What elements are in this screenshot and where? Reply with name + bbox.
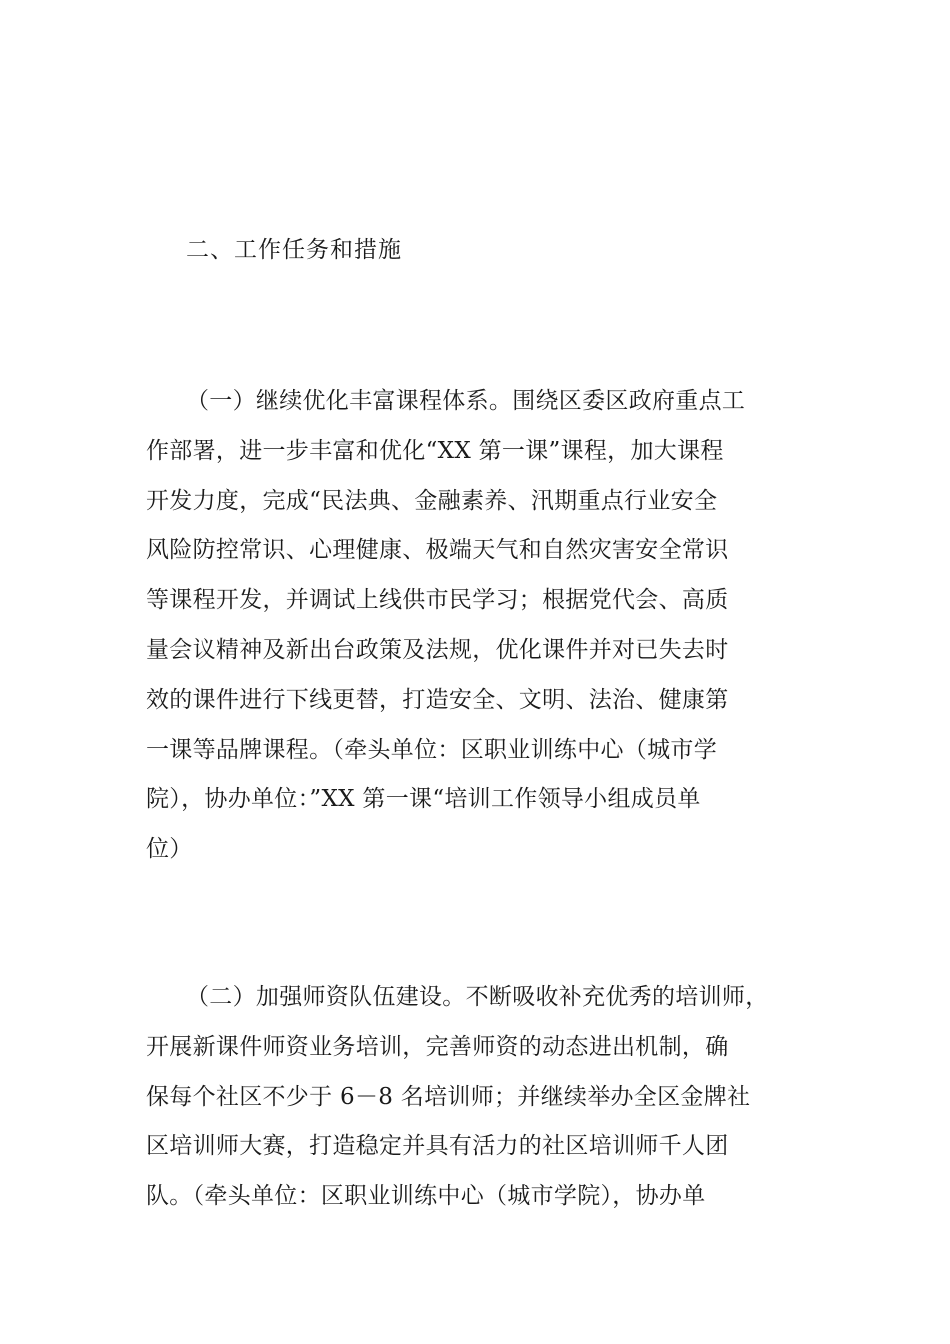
paragraph-line: （一）继续优化丰富课程体系。围绕区委区政府重点工 xyxy=(186,388,746,414)
paragraph-line: 等课程开发，并调试上线供市民学习；根据党代会、高质 xyxy=(146,587,729,614)
paragraph-line: 队。（牵头单位：区职业训练中心（城市学院），协办单 xyxy=(146,1183,706,1210)
paragraph-line: （二）加强师资队伍建设。不断吸收补充优秀的培训师， xyxy=(186,984,769,1010)
paragraph-line: 一课等品牌课程。（牵头单位：区职业训练中心（城市学 xyxy=(146,736,717,763)
paragraph-item-2 xyxy=(146,973,816,1222)
paragraph-line: 开发力度，完成“民法典、金融素养、汛期重点行业安全 xyxy=(146,487,718,514)
paragraph-line: 作部署，进一步丰富和优化“XX 第一课”课程，加大课程 xyxy=(146,437,724,464)
paragraph-line: 保每个社区不少于 6－8 名培训师；并继续举办全区金牌社 xyxy=(146,1083,751,1110)
paragraph-line: 位） xyxy=(146,836,193,863)
paragraph-line: 开展新课件师资业务培训，完善师资的动态进出机制，确 xyxy=(146,1033,729,1060)
paragraph-line: 量会议精神及新出台政策及法规，优化课件并对已失去时 xyxy=(146,636,729,663)
paragraph-line: 区培训师大赛，打造稳定并具有活力的社区培训师千人团 xyxy=(146,1133,729,1160)
paragraph-line: 效的课件进行下线更替，打造安全、文明、法治、健康第 xyxy=(146,686,729,713)
paragraph-item-1 xyxy=(146,377,816,875)
paragraph-line: 风险防控常识、心理健康、极端天气和自然灾害安全常识 xyxy=(146,537,729,564)
paragraph-line: 院），协办单位：”XX 第一课“培训工作领导小组成员单 xyxy=(146,786,701,813)
section-heading: 二、工作任务和措施 xyxy=(186,237,402,263)
